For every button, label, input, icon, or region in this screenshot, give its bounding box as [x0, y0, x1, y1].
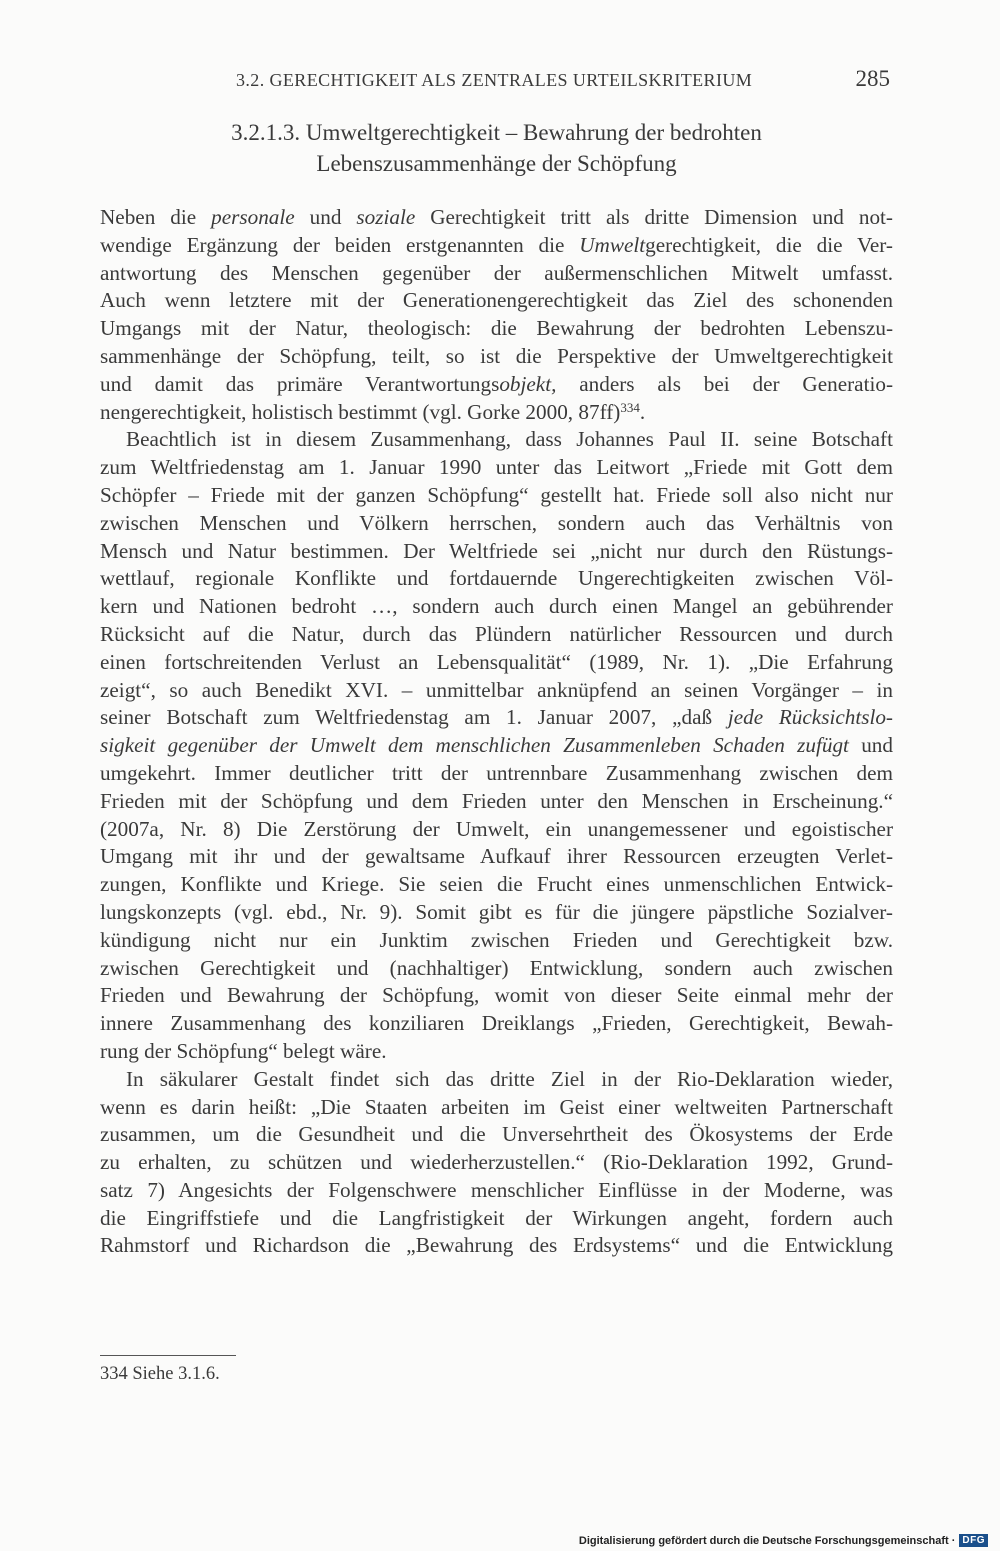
credit-text: Digitalisierung gefördert durch die Deutsche Forschungsgemeinschaft · — [578, 1534, 956, 1547]
paragraph-3 — [100, 1066, 893, 1261]
text-line: zusammen, um die Gesundheit und die Unversehrtheit des Ökosystems der Erde — [100, 1122, 893, 1147]
text-line: zu erhalten, zu schützen und wiederherzustellen.“ (Rio-Deklaration 1992, Grund- — [100, 1150, 893, 1175]
digitization-credit — [579, 1534, 988, 1547]
body-text — [100, 204, 893, 1260]
text-run: nengerechtigkeit, holistisch bestimmt (vgl. Gorke 2000, 87ff) — [100, 399, 621, 424]
text-line: zwischen Gerechtigkeit und (nachhaltiger) Entwicklung, sondern auch zwischen — [100, 955, 893, 980]
footnote-334: 334 Siehe 3.1.6. — [100, 1364, 220, 1384]
text-line: wettlauf, regionale Konflikte und fortdauernde Ungerechtigkeiten zwischen Völ- — [100, 566, 893, 591]
emphasis: sigkeit gegenüber der Umwelt dem menschlichen Zusammenleben Schaden zufügt — [100, 733, 849, 758]
text-run: anders als bei der Generatio- — [556, 371, 893, 396]
text-run: Gerechtigkeit tritt als dritte Dimension und not- — [415, 205, 893, 229]
text-line: zeigt“, so auch Benedikt XVI. – unmittelbar anknüpfend an seinen Vorgänger – in — [100, 677, 893, 702]
text-line: Rahmstorf und Richardson die „Bewahrung des Erdsystems“ und die Entwicklung — [100, 1233, 893, 1258]
text-line: Schöpfer – Friede mit der ganzen Schöpfung“ gestellt hat. Friede soll also nicht nur — [100, 482, 893, 507]
text-line: Mensch und Natur bestimmen. Der Weltfriede sei „nicht nur durch den Rüstungs- — [100, 538, 893, 563]
footnote-divider — [100, 1355, 236, 1356]
emphasis: jede Rücksichtslo- — [727, 705, 893, 730]
text-line: zwischen Menschen und Völkern herrschen, sondern auch das Verhältnis von — [100, 510, 893, 535]
text-line: Frieden mit der Schöpfung und dem Frieden unter den Menschen in Erscheinung.“ — [100, 788, 893, 813]
text-line: kündigung nicht nur ein Junktim zwischen Frieden und Gerechtigkeit bzw. — [100, 927, 893, 952]
text-line — [100, 232, 893, 260]
text-line: einen fortschreitenden Verlust an Lebensqualität“ (1989, Nr. 1). „Die Erfahrung — [100, 649, 893, 674]
section-heading — [100, 117, 893, 179]
text-line: zum Weltfriedenstag am 1. Januar 1990 unter das Leitwort „Friede mit Gott dem — [100, 455, 893, 480]
running-title: 3.2. GERECHTIGKEIT ALS ZENTRALES URTEILSKRITERIUM — [236, 70, 753, 90]
text-line — [100, 732, 893, 760]
page-number: 285 — [855, 66, 890, 91]
text-line: Beachtlich ist in diesem Zusammenhang, dass Johannes Paul II. seine Botschaft — [126, 427, 893, 452]
text-line: sammenhänge der Schöpfung, teilt, so ist die Perspektive der Umweltgerechtigkeit — [100, 343, 893, 368]
text-line: Rücksicht auf die Natur, durch das Plündern natürlicher Ressourcen und durch — [100, 621, 893, 646]
text-line: zungen, Konflikte und Kriege. Sie seien die Frucht eines unmenschlichen Entwick- — [100, 872, 893, 897]
text-run: und damit das primäre Verantwortungs — [100, 371, 500, 396]
text-run: seiner Botschaft zum Weltfriedenstag am 1. Januar 2007, „daß — [100, 705, 728, 730]
paragraph-1 — [100, 204, 893, 426]
text-line — [100, 704, 893, 732]
footnote-marker: 334 — [620, 399, 640, 415]
running-head — [236, 66, 890, 92]
dfg-logo: DFG — [959, 1534, 988, 1547]
text-line: Frieden und Bewahrung der Schöpfung, womit von dieser Seite einmal mehr der — [100, 983, 893, 1008]
section-heading-line-1: 3.2.1.3. Umweltgerechtigkeit – Bewahrung der bedrohten — [231, 120, 762, 145]
text-line: wenn es darin heißt: „Die Staaten arbeiten im Geist einer weltweiten Partnerschaft — [100, 1094, 893, 1119]
emphasis: objekt, — [499, 371, 557, 396]
text-run: Neben die — [100, 205, 212, 229]
emphasis: soziale — [356, 205, 416, 229]
text-line — [100, 399, 893, 427]
text-line — [100, 204, 893, 232]
text-line: Umgangs mit der Natur, theologisch: die Bewahrung der bedrohten Lebenszu- — [100, 316, 893, 341]
text-line: Auch wenn letztere mit der Generationengerechtigkeit das Ziel des schonenden — [100, 288, 893, 313]
emphasis: Umwelt — [579, 232, 646, 257]
text-run: gerechtigkeit, die die Ver- — [645, 232, 893, 257]
text-line: kern und Nationen bedroht …, sondern auch durch einen Mangel an gebührender — [100, 594, 893, 619]
text-line: die Eingriffstiefe und die Langfristigkeit der Wirkungen angeht, fordern auch — [100, 1205, 893, 1230]
text-line: antwortung des Menschen gegenüber der außermenschlichen Mitwelt umfasst. — [100, 260, 893, 285]
text-line: Umgang mit ihr und der gewaltsame Aufkauf ihrer Ressourcen erzeugten Verlet- — [100, 844, 893, 869]
text-line — [100, 371, 893, 399]
paragraph-2 — [100, 426, 893, 1065]
text-run: . — [639, 399, 646, 424]
text-line: innere Zusammenhang des konziliaren Dreiklangs „Frieden, Gerechtigkeit, Bewah- — [100, 1011, 893, 1036]
text-line: In säkularer Gestalt findet sich das dritte Ziel in der Rio-Deklaration wieder, — [126, 1066, 893, 1091]
text-run: und — [294, 205, 357, 229]
emphasis: personale — [211, 205, 295, 229]
text-run: wendige Ergänzung der beiden erstgenannten die — [100, 232, 580, 257]
text-line: lungskonzepts (vgl. ebd., Nr. 9). Somit gibt es für die jüngere päpstliche Sozialver- — [100, 899, 893, 924]
text-line: (2007a, Nr. 8) Die Zerstörung der Umwelt, ein unangemessener und egoistischer — [100, 816, 893, 841]
text-line: umgekehrt. Immer deutlicher tritt der untrennbare Zusammenhang zwischen dem — [100, 760, 893, 785]
text-line: satz 7) Angesichts der Folgenschwere menschlicher Einflüsse in der Moderne, was — [100, 1177, 893, 1202]
section-heading-line-2: Lebenszusammenhänge der Schöpfung — [316, 151, 677, 176]
text-line: rung der Schöpfung“ belegt wäre. — [100, 1038, 387, 1063]
text-run: und — [848, 733, 893, 758]
